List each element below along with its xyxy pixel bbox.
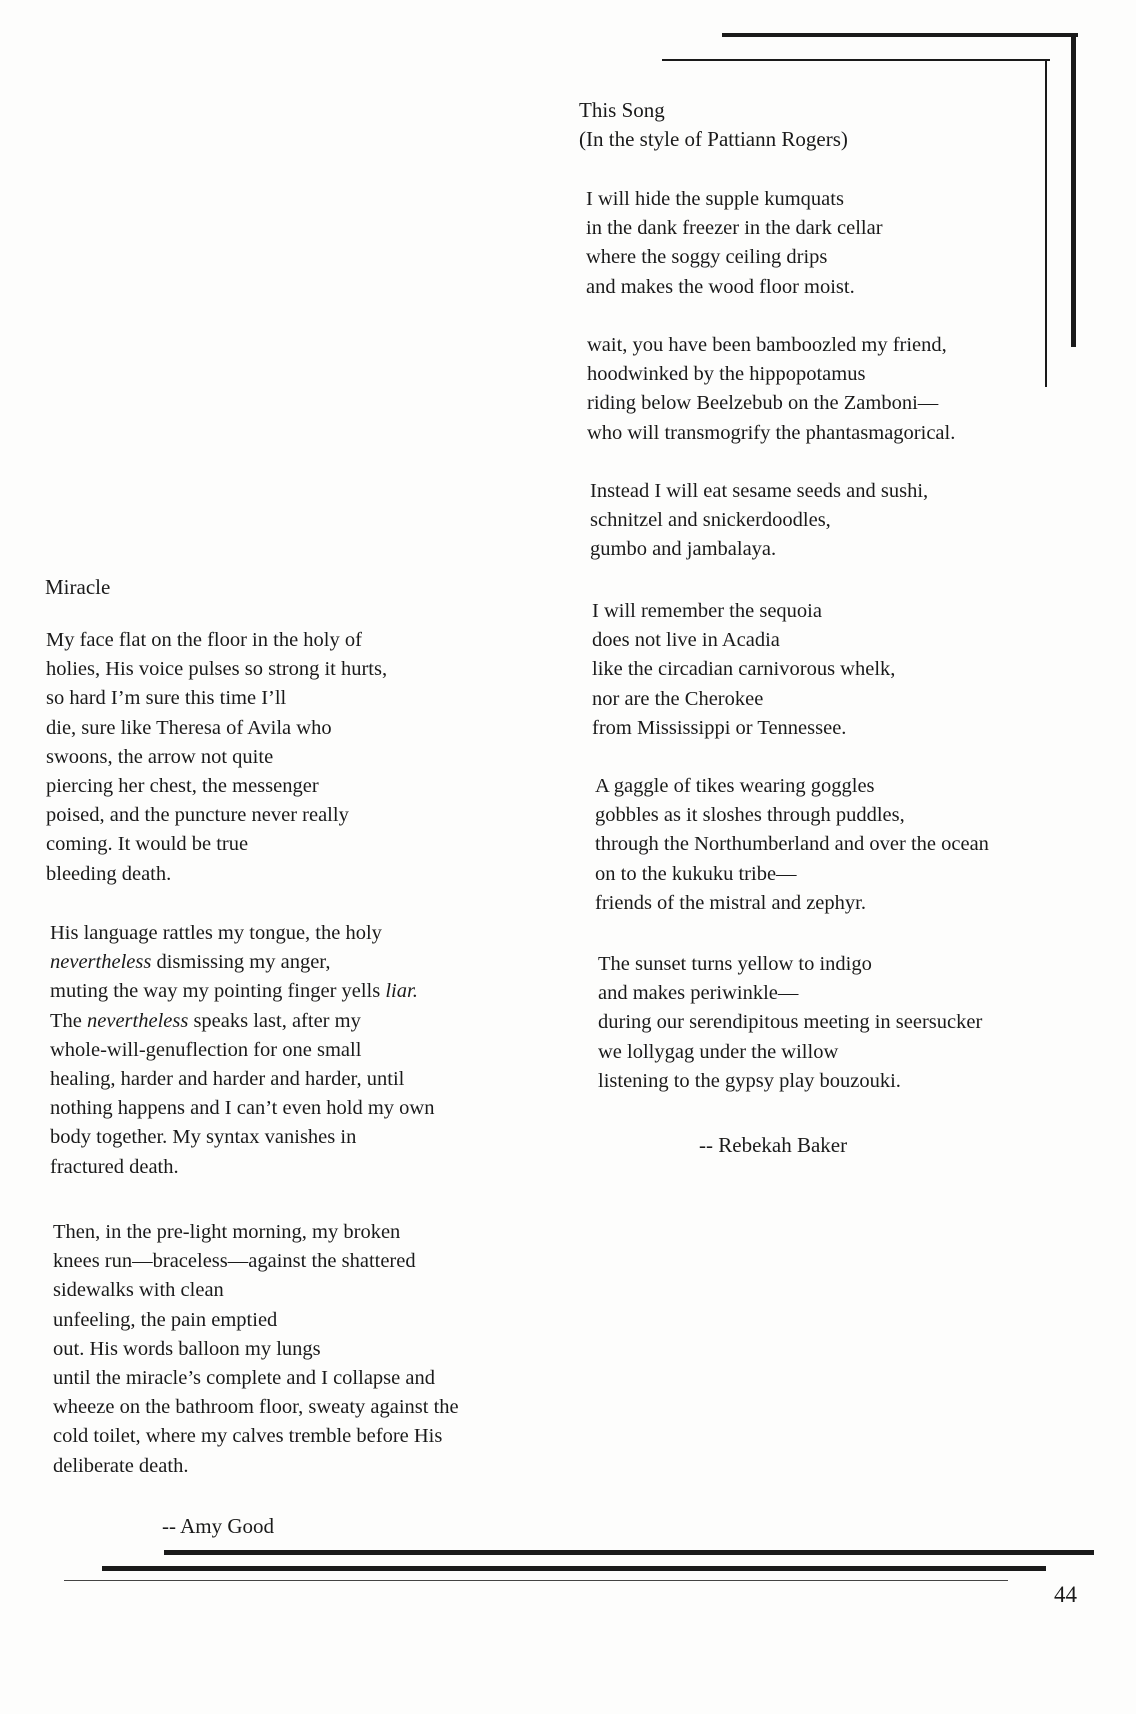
poem-line: whole-will-genuflection for one small <box>50 1038 362 1061</box>
poem-line: so hard I’m sure this time I’ll <box>46 687 287 710</box>
poem-line: knees run—braceless—against the shattered <box>53 1250 416 1273</box>
this-song-stanza-6 <box>598 950 982 1096</box>
this-song-stanza-5 <box>595 772 989 918</box>
poem-line: I will hide the supple kumquats <box>586 188 844 210</box>
poem-line: listening to the gypsy play bouzouki. <box>598 1069 901 1092</box>
this-song-stanza-2 <box>587 331 955 448</box>
poem-line: like the circadian carnivorous whelk, <box>592 658 896 681</box>
poem-line <box>50 1007 435 1036</box>
poem-line: riding below Beelzebub on the Zamboni— <box>587 392 939 415</box>
poem-title-this-song: This Song <box>579 98 665 122</box>
poem-line: bleeding death. <box>46 862 172 885</box>
poem-line: piercing her chest, the messenger <box>46 774 319 797</box>
poem-line: does not live in Acadia <box>592 629 780 652</box>
poem-line: Then, in the pre-light morning, my broken <box>53 1221 401 1243</box>
poem-line: until the miracle’s complete and I collapse and <box>53 1366 435 1389</box>
poem-line <box>50 977 435 1006</box>
poem-line: healing, harder and harder and harder, until <box>50 1067 405 1090</box>
poem-title-miracle: Miracle <box>45 575 111 599</box>
poem-line: hoodwinked by the hippopotamus <box>587 363 866 386</box>
poem-line: in the dank freezer in the dark cellar <box>586 217 883 240</box>
page-number: 44 <box>1054 1582 1077 1607</box>
poem-line: A gaggle of tikes wearing goggles <box>595 775 875 797</box>
poem-line: The sunset turns yellow to indigo <box>598 953 872 975</box>
poem-line: out. His words balloon my lungs <box>53 1337 321 1360</box>
italic-word: nevertheless <box>50 951 152 974</box>
poem-line: friends of the mistral and zephyr. <box>595 891 866 914</box>
miracle-stanza-2 <box>50 919 435 1182</box>
poem-line: cold toilet, where my calves tremble before His <box>53 1425 443 1448</box>
line-text: dismissing my anger, <box>151 951 331 974</box>
poem-line: wheeze on the bathroom floor, sweaty against the <box>53 1396 459 1419</box>
italic-word: nevertheless <box>87 1009 189 1032</box>
poem-line: who will transmogrify the phantasmagorical. <box>587 421 956 444</box>
frame-rule-top-outer <box>722 33 1078 37</box>
bottom-rule-1 <box>164 1550 1094 1555</box>
line-text: speaks last, after my <box>188 1009 361 1032</box>
miracle-stanza-1 <box>46 626 387 889</box>
poem-line: sidewalks with clean <box>53 1279 224 1302</box>
poem-line: gobbles as it sloshes through puddles, <box>595 804 905 827</box>
this-song-stanza-1 <box>586 185 883 302</box>
poem-line: we lollygag under the willow <box>598 1040 839 1063</box>
this-song-stanza-4 <box>592 597 895 743</box>
poem-line: on to the kukuku tribe— <box>595 862 797 885</box>
italic-word: liar. <box>385 980 418 1003</box>
poem-line: unfeeling, the pain emptied <box>53 1308 278 1331</box>
poem-line: and makes periwinkle— <box>598 982 799 1005</box>
poem-line: His language rattles my tongue, the holy <box>50 922 382 944</box>
poem-line: nor are the Cherokee <box>592 687 764 710</box>
poem-line: deliberate death. <box>53 1454 189 1477</box>
bottom-rule-2 <box>102 1566 1046 1571</box>
poem-line: from Mississippi or Tennessee. <box>592 716 847 739</box>
poem-line: gumbo and jambalaya. <box>590 538 777 561</box>
poem-line: schnitzel and snickerdoodles, <box>590 509 831 532</box>
poem-line: poised, and the puncture never really <box>46 804 349 827</box>
poem-line: body together. My syntax vanishes in <box>50 1126 357 1149</box>
line-text: muting the way my pointing finger yells <box>50 980 386 1003</box>
poem-line: nothing happens and I can’t even hold my own <box>50 1097 435 1120</box>
line-text: The <box>50 1009 87 1032</box>
poem-line <box>50 948 435 977</box>
bottom-rule-3 <box>64 1580 1008 1581</box>
poem-line: fractured death. <box>50 1155 179 1178</box>
poem-line: holies, His voice pulses so strong it hurts, <box>46 658 388 681</box>
poem-line: I will remember the sequoia <box>592 600 822 622</box>
poem-line: die, sure like Theresa of Avila who <box>46 716 332 739</box>
frame-rule-top-inner <box>662 59 1050 61</box>
poem-line: wait, you have been bamboozled my friend, <box>587 334 947 356</box>
this-song-stanza-3 <box>590 477 928 565</box>
author-amy-good: -- Amy Good <box>162 1514 274 1538</box>
poem-line: during our serendipitous meeting in seersucker <box>598 1011 983 1034</box>
poem-line: coming. It would be true <box>46 833 249 856</box>
poem-line: and makes the wood floor moist. <box>586 275 855 298</box>
frame-rule-right-inner <box>1045 59 1047 387</box>
poem-line: swoons, the arrow not quite <box>46 745 274 768</box>
poem-line: Instead I will eat sesame seeds and sushi, <box>590 480 929 502</box>
poem-line: My face flat on the floor in the holy of <box>46 629 362 651</box>
miracle-stanza-3 <box>53 1218 459 1481</box>
poem-line: through the Northumberland and over the ocean <box>595 833 989 856</box>
poem-subtitle: (In the style of Pattiann Rogers) <box>579 127 848 151</box>
poem-line: where the soggy ceiling drips <box>586 246 828 269</box>
frame-rule-right-outer <box>1071 33 1076 347</box>
author-rebekah-baker: -- Rebekah Baker <box>699 1133 848 1157</box>
